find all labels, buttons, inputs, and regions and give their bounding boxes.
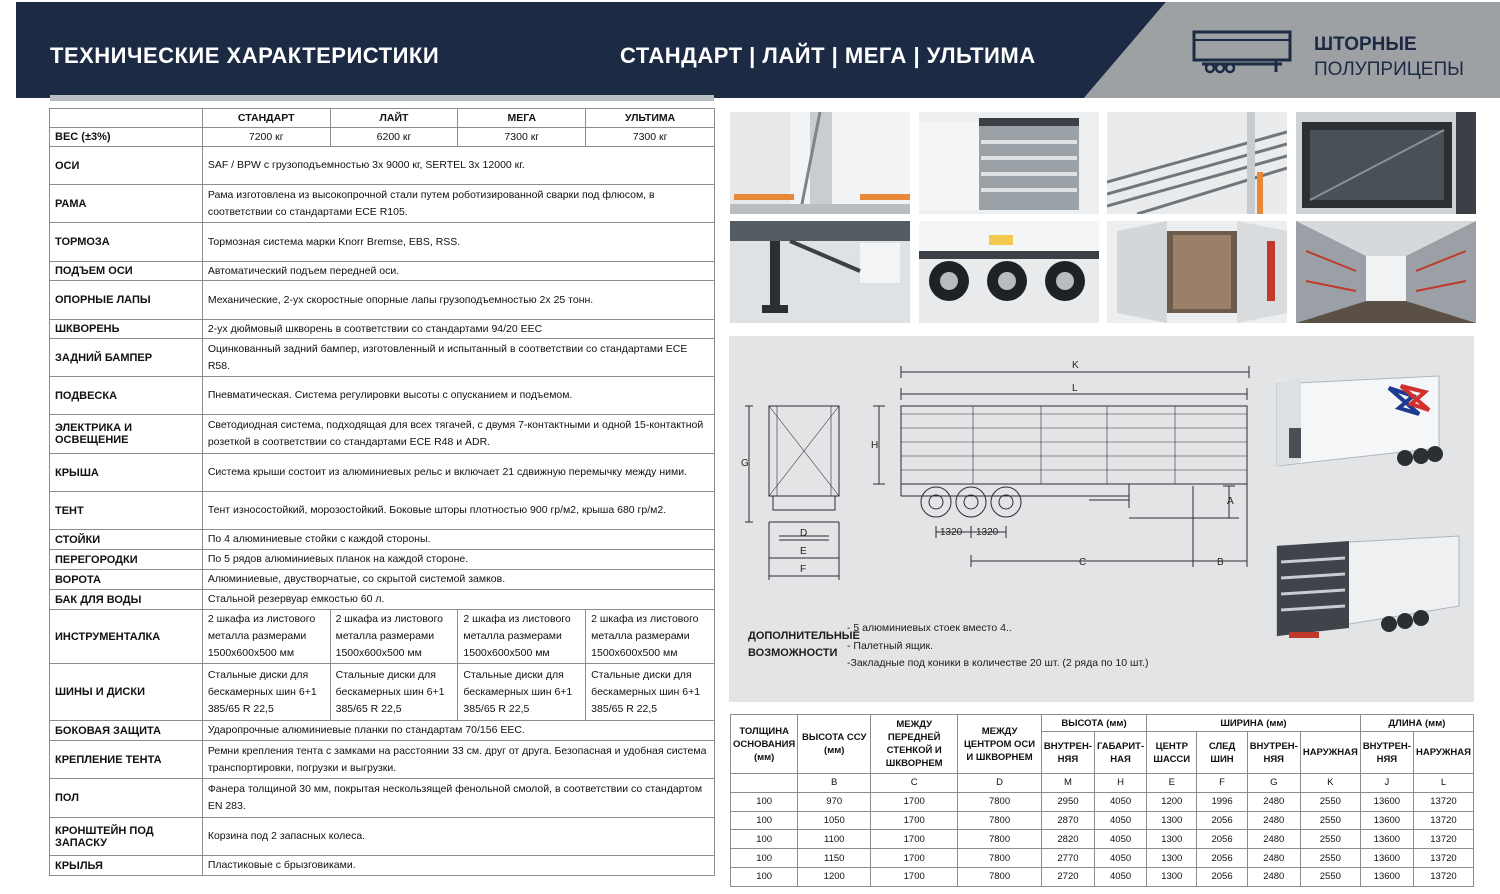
letter-cell: M <box>1041 774 1094 793</box>
header-underline <box>50 95 714 101</box>
table-cell: 2056 <box>1197 867 1247 886</box>
spec-label: БАК ДЛЯ ВОДЫ <box>50 590 203 610</box>
table-cell: 2056 <box>1197 849 1247 868</box>
col-standard: СТАНДАРТ <box>202 109 330 128</box>
table-cell: 100 <box>731 849 798 868</box>
th-width-inner: ВНУТРЕН- НЯЯ <box>1247 732 1300 774</box>
spec-table <box>49 108 715 876</box>
spec-label: ТОРМОЗА <box>50 223 203 262</box>
page-title: ТЕХНИЧЕСКИЕ ХАРАКТЕРИСТИКИ <box>50 43 440 68</box>
letter-cell: B <box>798 774 871 793</box>
table-cell: 2480 <box>1247 811 1300 830</box>
spec-label-tires: ШИНЫ И ДИСКИ <box>50 664 203 721</box>
spec-label: СТОЙКИ <box>50 530 203 550</box>
spec-value: Светодиодная система, подходящая для всех тягачей, с двумя 7-контактными и одной 15-контактной розеткой в соответствии со стандартами ECE R48 и ADR. <box>202 415 714 454</box>
tires-standard: Стальные диски для бескамерных шин 6+1 385/65 R 22,5 <box>202 664 330 721</box>
table-cell: 13720 <box>1413 792 1473 811</box>
spec-value: Тент износостойкий, морозостойкий. Боковые шторы плотностью 900 гр/м2, крыша 680 гр/м2. <box>202 492 714 530</box>
th-height-gabarit: ГАБАРИТ- НАЯ <box>1095 732 1147 774</box>
spec-label: ОСИ <box>50 147 203 185</box>
letter-cell: C <box>871 774 958 793</box>
table-cell: 2550 <box>1300 867 1360 886</box>
spec-label: ВОРОТА <box>50 570 203 590</box>
table-cell: 2480 <box>1247 830 1300 849</box>
axle-spacing-2: 1320 <box>976 527 999 538</box>
brand-line-1: ШТОРНЫЕ <box>1314 34 1417 55</box>
table-cell: 2480 <box>1247 867 1300 886</box>
photo-side-curtain <box>730 112 910 214</box>
table-cell: 100 <box>731 811 798 830</box>
spec-value: Алюминиевые, двустворчатые, со скрытой системой замков. <box>202 570 714 590</box>
spec-label: ПОДВЕСКА <box>50 377 203 415</box>
spec-label: ШКВОРЕНЬ <box>50 320 203 339</box>
table-cell: 7800 <box>958 849 1042 868</box>
extras-list <box>847 620 1148 673</box>
brand-label <box>1314 32 1464 82</box>
spec-value: Система крыши состоит из алюминиевых рельс и включает 21 сдвижную перемычку между ними. <box>202 454 714 492</box>
table-cell: 13720 <box>1413 849 1473 868</box>
th-width-group: ШИРИНА (мм) <box>1147 715 1361 732</box>
dim-label-C: C <box>1079 557 1087 568</box>
letter-cell: L <box>1413 774 1473 793</box>
table-cell: 1200 <box>1147 792 1197 811</box>
table-cell: 2770 <box>1041 849 1094 868</box>
table-cell: 2480 <box>1247 849 1300 868</box>
spec-label: ПОДЪЕМ ОСИ <box>50 262 203 281</box>
weight-lite: 6200 кг <box>330 128 458 147</box>
photo-toolbox <box>1296 112 1476 214</box>
weight-ultima: 7300 кг <box>586 128 715 147</box>
dimensions-body <box>731 792 1474 886</box>
table-row <box>731 867 1474 886</box>
toolbox-standard: 2 шкафа из листового металла размерами 1500x600x500 мм <box>202 610 330 664</box>
table-row <box>731 830 1474 849</box>
dim-label-K: K <box>1072 360 1079 371</box>
table-cell: 13720 <box>1413 811 1473 830</box>
table-cell: 1150 <box>798 849 871 868</box>
table-cell: 4050 <box>1095 830 1147 849</box>
spec-value: Автоматический подъем передней оси. <box>202 262 714 281</box>
weight-mega: 7300 кг <box>458 128 586 147</box>
table-cell: 7800 <box>958 830 1042 849</box>
table-cell: 7800 <box>958 867 1042 886</box>
list-item: - Палетный ящик. <box>847 639 934 652</box>
table-cell: 2056 <box>1197 830 1247 849</box>
spec-value: Оцинкованный задний бампер, изготовленный и испытанный в соответствии со стандартами ECE R58. <box>202 339 714 377</box>
weight-standard: 7200 кг <box>202 128 330 147</box>
table-cell: 2550 <box>1300 792 1360 811</box>
table-cell: 13720 <box>1413 830 1473 849</box>
extras-title-line-1: ДОПОЛНИТЕЛЬНЫЕ <box>748 630 860 642</box>
model-list: СТАНДАРТ | ЛАЙТ | МЕГА | УЛЬТИМА <box>620 43 1036 68</box>
dim-label-G: G <box>741 458 749 469</box>
th-length-outer: НАРУЖНАЯ <box>1413 732 1473 774</box>
dim-label-D: D <box>800 528 808 539</box>
table-cell: 100 <box>731 792 798 811</box>
extras-title-line-2: ВОЗМОЖНОСТИ <box>748 647 838 659</box>
dim-label-B: B <box>1217 557 1224 568</box>
table-cell: 1700 <box>871 867 958 886</box>
spec-label: КРЕПЛЕНИЕ ТЕНТА <box>50 741 203 779</box>
spec-label: ЭЛЕКТРИКА И ОСВЕЩЕНИЕ <box>50 415 203 454</box>
table-cell: 1050 <box>798 811 871 830</box>
spec-label-toolbox: ИНСТРУМЕНТАЛКА <box>50 610 203 664</box>
tires-lite: Стальные диски для бескамерных шин 6+1 385/65 R 22,5 <box>330 664 458 721</box>
drawing-panel <box>729 336 1474 702</box>
th-height-inner: ВНУТРЕН- НЯЯ <box>1041 732 1094 774</box>
spec-label: РАМА <box>50 185 203 223</box>
table-cell: 13600 <box>1360 867 1413 886</box>
spec-label: ПОЛ <box>50 779 203 818</box>
table-cell: 4050 <box>1095 792 1147 811</box>
dim-label-F: F <box>800 564 807 575</box>
letter-cell: D <box>958 774 1042 793</box>
th-front-wall: МЕЖДУ ПЕРЕДНЕЙ СТЕНКОЙ И ШКВОРНЕМ <box>871 715 958 774</box>
spec-value: Ремни крепления тента с замками на расстоянии 33 см. друг от друга. Безопасная и удобная система транспортировки, погрузки и выгрузки. <box>202 741 714 779</box>
table-cell: 1100 <box>798 830 871 849</box>
spec-label: КРОНШТЕЙН ПОД ЗАПАСКУ <box>50 818 203 856</box>
table-cell: 100 <box>731 830 798 849</box>
photo-rear-doors <box>1107 221 1287 323</box>
spec-value: Корзина под 2 запасных колеса. <box>202 818 714 856</box>
table-cell: 1200 <box>798 867 871 886</box>
extras-title <box>748 628 860 662</box>
list-item: -Закладные под коники в количестве 20 шт. (2 ряда по 10 шт.) <box>847 657 1149 669</box>
toolbox-lite: 2 шкафа из листового металла размерами 1500x600x500 мм <box>330 610 458 664</box>
photo-landing-legs <box>730 221 910 323</box>
spec-value: Стальной резервуар емкостью 60 л. <box>202 590 714 610</box>
table-cell: 13600 <box>1360 811 1413 830</box>
th-width-outer: НАРУЖНАЯ <box>1300 732 1360 774</box>
spec-label: ЗАДНИЙ БАМПЕР <box>50 339 203 377</box>
th-ssu-height: ВЫСОТА ССУ (мм) <box>798 715 871 774</box>
table-row <box>731 811 1474 830</box>
spec-label: КРЫЛЬЯ <box>50 856 203 876</box>
table-cell: 1300 <box>1147 849 1197 868</box>
axle-spacing-1: 1320 <box>940 527 963 538</box>
table-cell: 1300 <box>1147 811 1197 830</box>
col-ultima: УЛЬТИМА <box>586 109 715 128</box>
spec-corner-cell <box>50 109 203 128</box>
curtain-trailer-icon <box>1188 26 1298 74</box>
dim-label-H: H <box>871 440 879 451</box>
col-lite: ЛАЙТ <box>330 109 458 128</box>
table-row <box>731 849 1474 868</box>
spec-value: По 5 рядов алюминиевых планок на каждой стороне. <box>202 550 714 570</box>
table-cell: 2950 <box>1041 792 1094 811</box>
letter-cell-empty <box>731 774 798 793</box>
table-cell: 2550 <box>1300 849 1360 868</box>
th-height-group: ВЫСОТА (мм) <box>1041 715 1146 732</box>
table-cell: 2056 <box>1197 811 1247 830</box>
th-length-inner: ВНУТРЕН- НЯЯ <box>1360 732 1413 774</box>
dimensions-table <box>730 714 1474 887</box>
spec-value: Механические, 2-ух скоростные опорные лапы грузоподъемностью 2x 25 тонн. <box>202 281 714 320</box>
letter-cell: J <box>1360 774 1413 793</box>
spec-label: КРЫША <box>50 454 203 492</box>
photo-roof-slats <box>1107 112 1287 214</box>
table-cell: 1300 <box>1147 830 1197 849</box>
table-cell: 2720 <box>1041 867 1094 886</box>
table-cell: 1700 <box>871 792 958 811</box>
dim-label-E: E <box>800 546 807 557</box>
trailer-render-open <box>1277 536 1459 638</box>
table-cell: 970 <box>798 792 871 811</box>
table-cell: 2480 <box>1247 792 1300 811</box>
toolbox-mega: 2 шкафа из листового металла размерами 1500x600x500 мм <box>458 610 586 664</box>
letter-cell: E <box>1147 774 1197 793</box>
spec-label: БОКОВАЯ ЗАЩИТА <box>50 721 203 741</box>
table-cell: 4050 <box>1095 849 1147 868</box>
spec-value: Рама изготовлена из высокопрочной стали путем роботизированной сварки под флюсом, в соответствии со стандартами ECE R105. <box>202 185 714 223</box>
table-cell: 13720 <box>1413 867 1473 886</box>
photo-wheels <box>919 221 1099 323</box>
th-thickness: ТОЛЩИНА ОСНОВАНИЯ (мм) <box>731 715 798 774</box>
th-length-group: ДЛИНА (мм) <box>1360 715 1473 732</box>
spec-value: Тормозная система марки Knorr Bremse, EBS, RSS. <box>202 223 714 262</box>
table-cell: 2820 <box>1041 830 1094 849</box>
spec-value: Ударопрочные алюминиевые планки по стандартам 70/156 EEC. <box>202 721 714 741</box>
letter-cell: K <box>1300 774 1360 793</box>
spec-label: ТЕНТ <box>50 492 203 530</box>
table-cell: 4050 <box>1095 811 1147 830</box>
photo-interior <box>1296 221 1476 323</box>
table-cell: 1700 <box>871 830 958 849</box>
letter-cell: G <box>1247 774 1300 793</box>
toolbox-ultima: 2 шкафа из листового металла размерами 1500x600x500 мм <box>586 610 715 664</box>
table-cell: 1996 <box>1197 792 1247 811</box>
spec-label: ОПОРНЫЕ ЛАПЫ <box>50 281 203 320</box>
letter-cell: H <box>1095 774 1147 793</box>
letter-row <box>731 774 1474 793</box>
spec-value: По 4 алюминиевые стойки с каждой стороны. <box>202 530 714 550</box>
table-cell: 100 <box>731 867 798 886</box>
table-row <box>731 792 1474 811</box>
table-cell: 1700 <box>871 849 958 868</box>
table-cell: 7800 <box>958 792 1042 811</box>
spec-label: ПЕРЕГОРОДКИ <box>50 550 203 570</box>
dim-label-L: L <box>1072 383 1078 394</box>
table-cell: 2550 <box>1300 830 1360 849</box>
spec-value: Фанера толщиной 30 мм, покрытая нескользящей фенольной смолой, в соответствии со стандартом EN 283. <box>202 779 714 818</box>
spec-label-weight: ВЕС (±3%) <box>50 128 203 147</box>
table-cell: 1300 <box>1147 867 1197 886</box>
photo-side-slats <box>919 112 1099 214</box>
dim-label-A: A <box>1227 496 1234 507</box>
table-cell: 13600 <box>1360 849 1413 868</box>
spec-value: Пневматическая. Система регулировки высоты с опусканием и подъемом. <box>202 377 714 415</box>
table-cell: 1700 <box>871 811 958 830</box>
table-cell: 2550 <box>1300 811 1360 830</box>
th-axle-center: МЕЖДУ ЦЕНТРОМ ОСИ И ШКВОРНЕМ <box>958 715 1042 774</box>
table-cell: 4050 <box>1095 867 1147 886</box>
spec-value: 2-ух дюймовый шкворень в соответствии со стандартами 94/20 EEC <box>202 320 714 339</box>
tires-mega: Стальные диски для бескамерных шин 6+1 385/65 R 22,5 <box>458 664 586 721</box>
letter-cell: F <box>1197 774 1247 793</box>
table-cell: 13600 <box>1360 830 1413 849</box>
table-cell: 13600 <box>1360 792 1413 811</box>
th-width-chassis: ЦЕНТР ШАССИ <box>1147 732 1197 774</box>
table-cell: 2870 <box>1041 811 1094 830</box>
table-cell: 7800 <box>958 811 1042 830</box>
spec-value: Пластиковые с брызговиками. <box>202 856 714 876</box>
spec-value: SAF / BPW с грузоподъемностью 3x 9000 кг, SERTEL 3x 12000 кг. <box>202 147 714 185</box>
tires-ultima: Стальные диски для бескамерных шин 6+1 385/65 R 22,5 <box>586 664 715 721</box>
header <box>16 2 1500 98</box>
th-width-track: СЛЕД ШИН <box>1197 732 1247 774</box>
list-item: - 5 алюминиевых стоек вместо 4.. <box>847 622 1012 634</box>
col-mega: МЕГА <box>458 109 586 128</box>
brand-line-2: ПОЛУПРИЦЕПЫ <box>1314 59 1464 80</box>
trailer-render-closed <box>1277 376 1443 466</box>
